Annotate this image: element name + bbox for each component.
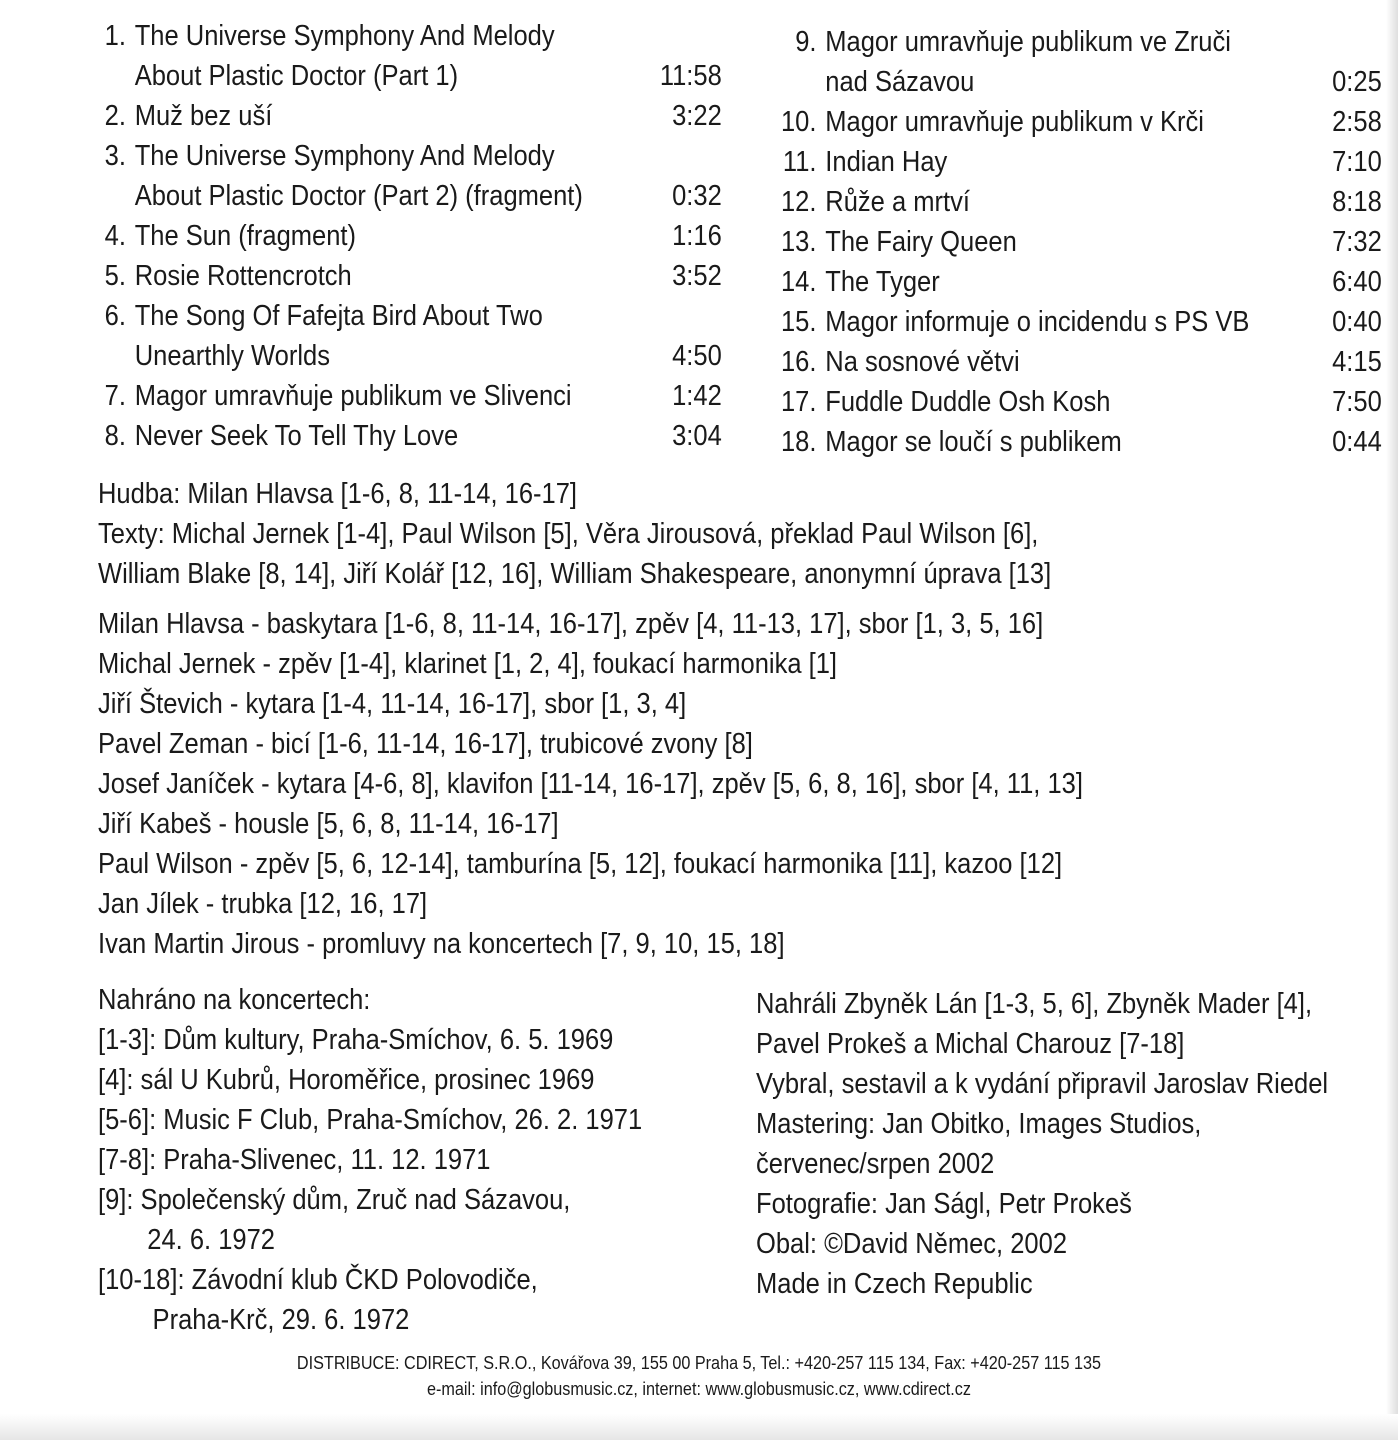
track-number: 12. <box>780 186 817 218</box>
track-title <box>96 216 722 256</box>
track-title-line: The Sun (fragment) <box>134 220 356 252</box>
tracklist-right <box>776 22 1382 462</box>
track-number: 13. <box>780 226 817 258</box>
musician-line: Ivan Martin Jirous - promluvy na koncertech [7, 9, 10, 15, 18] <box>98 928 785 960</box>
music-credit: Hudba: Milan Hlavsa [1-6, 8, 11-14, 16-17] <box>98 478 578 510</box>
track-number: 10. <box>780 106 817 138</box>
track-number: 9. <box>795 26 817 58</box>
track-item <box>96 16 722 96</box>
writing-credits <box>98 474 1051 594</box>
track-item <box>776 382 1382 422</box>
track-item <box>96 136 722 216</box>
track-item <box>776 22 1382 102</box>
track-title <box>776 382 1382 422</box>
track-title <box>96 96 722 136</box>
track-item <box>776 422 1382 462</box>
production-credits <box>756 984 1328 1304</box>
track-title <box>776 102 1382 142</box>
track-item <box>776 182 1382 222</box>
page-edge-shadow-bottom <box>0 1414 1398 1440</box>
tracklist-left <box>96 16 722 456</box>
production-line: Mastering: Jan Obitko, Images Studios, <box>756 1108 1202 1140</box>
track-title-line: Fuddle Duddle Osh Kosh <box>825 386 1111 418</box>
track-duration: 3:52 <box>672 260 722 292</box>
track-title-line: Magor umravňuje publikum ve Zruči <box>825 26 1231 58</box>
track-title-line: Na sosnové větvi <box>825 346 1020 378</box>
track-title-line: The Universe Symphony And Melody <box>134 140 555 172</box>
production-line: Fotografie: Jan Ságl, Petr Prokeš <box>756 1188 1132 1220</box>
track-item <box>96 416 722 456</box>
track-title <box>96 16 722 96</box>
track-number: 3. <box>104 140 126 172</box>
venue-line: Praha-Krč, 29. 6. 1972 <box>152 1304 410 1336</box>
track-item <box>96 376 722 416</box>
track-title <box>96 416 722 456</box>
track-title-line: Never Seek To Tell Thy Love <box>134 420 459 452</box>
track-title-line: The Fairy Queen <box>825 226 1017 258</box>
track-title-line: Muž bez uší <box>134 100 273 132</box>
musician-lineup <box>98 604 1083 964</box>
track-title-line: nad Sázavou <box>825 66 975 98</box>
track-title <box>776 142 1382 182</box>
track-duration: 11:58 <box>659 60 722 92</box>
track-duration: 8:18 <box>1332 186 1382 218</box>
track-item <box>776 342 1382 382</box>
track-title-line: The Tyger <box>825 266 940 298</box>
musician-line: Paul Wilson - zpěv [5, 6, 12-14], tamburína [5, 12], foukací harmonika [11], kazoo [12] <box>98 848 1063 880</box>
track-item <box>776 142 1382 182</box>
lyrics-credit-line: Texty: Michal Jernek [1-4], Paul Wilson [5], Věra Jirousová, překlad Paul Wilson [6], <box>98 518 1039 550</box>
track-duration: 7:10 <box>1332 146 1382 178</box>
track-duration: 1:42 <box>672 380 722 412</box>
musician-line: Jiří Števich - kytara [1-4, 11-14, 16-17], sbor [1, 3, 4] <box>98 688 687 720</box>
musician-line: Jiří Kabeš - housle [5, 6, 8, 11-14, 16-17] <box>98 808 559 840</box>
track-duration: 0:32 <box>672 180 722 212</box>
production-line: Nahráli Zbyněk Lán [1-3, 5, 6], Zbyněk Mader [4], <box>756 988 1313 1020</box>
track-title-line: Rosie Rottencrotch <box>134 260 352 292</box>
page-edge-shadow <box>1386 0 1398 1440</box>
contact-line: e-mail: info@globusmusic.cz, internet: www.globusmusic.cz, www.cdirect.cz <box>426 1379 972 1399</box>
track-item <box>776 222 1382 262</box>
track-title-line: The Song Of Fafejta Bird About Two <box>134 300 543 332</box>
track-duration: 7:50 <box>1332 386 1382 418</box>
track-duration: 7:32 <box>1332 226 1382 258</box>
distribution-line: DISTRIBUCE: CDIRECT, S.R.O., Kovářova 39, 155 00 Praha 5, Tel.: +420-257 115 134, Fax: +420-257 115 135 <box>296 1353 1102 1373</box>
track-title <box>96 256 722 296</box>
track-number: 11. <box>782 146 817 178</box>
venue-line: [9]: Společenský dům, Zruč nad Sázavou, <box>98 1184 571 1216</box>
venue-line: [4]: sál U Kubrů, Horoměřice, prosinec 1969 <box>98 1064 595 1096</box>
track-item <box>96 96 722 136</box>
track-duration: 3:04 <box>672 420 722 452</box>
musician-line: Josef Janíček - kytara [4-6, 8], klavifon [11-14, 16-17], zpěv [5, 6, 8, 16], sbor [4, 11, 13] <box>98 768 1083 800</box>
track-number: 1. <box>104 20 126 52</box>
track-title <box>96 136 722 216</box>
track-title-line: Magor umravňuje publikum v Krči <box>825 106 1204 138</box>
musician-line: Milan Hlavsa - baskytara [1-6, 8, 11-14, 16-17], zpěv [4, 11-13, 17], sbor [1, 3, 5, 16] <box>98 608 1044 640</box>
track-title-line: The Universe Symphony And Melody <box>134 20 555 52</box>
track-item <box>96 216 722 256</box>
track-item <box>776 102 1382 142</box>
track-title-line: About Plastic Doctor (Part 1) <box>134 60 459 92</box>
track-title-line: About Plastic Doctor (Part 2) (fragment) <box>134 180 583 212</box>
production-line: červenec/srpen 2002 <box>756 1148 995 1180</box>
track-number: 2. <box>104 100 126 132</box>
track-duration: 1:16 <box>672 220 722 252</box>
venues-heading: Nahráno na koncertech: <box>98 984 371 1016</box>
track-title <box>96 296 722 376</box>
track-title-line: Magor se loučí s publikem <box>825 426 1122 458</box>
recording-venues <box>98 980 642 1340</box>
track-item <box>96 296 722 376</box>
track-title <box>776 342 1382 382</box>
track-title-line: Magor umravňuje publikum ve Slivenci <box>134 380 572 412</box>
track-item <box>776 262 1382 302</box>
venue-line: [1-3]: Dům kultury, Praha-Smíchov, 6. 5. 1969 <box>98 1024 614 1056</box>
track-title <box>96 376 722 416</box>
track-number: 14. <box>780 266 817 298</box>
track-title-line: Unearthly Worlds <box>134 340 330 372</box>
venue-line: [7-8]: Praha-Slivenec, 11. 12. 1971 <box>98 1144 491 1176</box>
lyrics-credit-line: William Blake [8, 14], Jiří Kolář [12, 16], William Shakespeare, anonymní úprava [13] <box>98 558 1052 590</box>
track-duration: 2:58 <box>1332 106 1382 138</box>
track-duration: 0:44 <box>1332 426 1382 458</box>
track-duration: 4:15 <box>1332 346 1382 378</box>
track-title-line: Magor informuje o incidendu s PS VB <box>825 306 1250 338</box>
production-line: Made in Czech Republic <box>756 1268 1033 1300</box>
track-duration: 0:25 <box>1332 66 1382 98</box>
track-title-line: Růže a mrtví <box>825 186 970 218</box>
track-duration: 4:50 <box>672 340 722 372</box>
production-line: Pavel Prokeš a Michal Charouz [7-18] <box>756 1028 1185 1060</box>
track-number: 7. <box>104 380 126 412</box>
musician-line: Jan Jílek - trubka [12, 16, 17] <box>98 888 428 920</box>
track-number: 17. <box>780 386 817 418</box>
musician-line: Michal Jernek - zpěv [1-4], klarinet [1, 2, 4], foukací harmonika [1] <box>98 648 838 680</box>
track-item <box>96 256 722 296</box>
track-title <box>776 302 1382 342</box>
track-duration: 6:40 <box>1332 266 1382 298</box>
track-number: 4. <box>104 220 126 252</box>
track-title <box>776 262 1382 302</box>
production-line: Obal: ©David Němec, 2002 <box>756 1228 1068 1260</box>
track-number: 5. <box>104 260 126 292</box>
track-number: 8. <box>104 420 126 452</box>
track-title <box>776 422 1382 462</box>
track-title <box>776 182 1382 222</box>
venue-line: [10-18]: Závodní klub ČKD Polovodiče, <box>98 1264 538 1296</box>
production-line: Vybral, sestavil a k vydání připravil Jaroslav Riedel <box>756 1068 1329 1100</box>
musician-line: Pavel Zeman - bicí [1-6, 11-14, 16-17], trubicové zvony [8] <box>98 728 753 760</box>
distribution-footer <box>0 1350 1398 1402</box>
track-duration: 3:22 <box>672 100 722 132</box>
track-title <box>776 222 1382 262</box>
track-title <box>776 22 1382 102</box>
track-number: 16. <box>780 346 817 378</box>
track-number: 18. <box>780 426 817 458</box>
track-duration: 0:40 <box>1332 306 1382 338</box>
track-item <box>776 302 1382 342</box>
track-number: 15. <box>780 306 817 338</box>
track-number: 6. <box>104 300 126 332</box>
venue-line: 24. 6. 1972 <box>147 1224 276 1256</box>
venue-line: [5-6]: Music F Club, Praha-Smíchov, 26. 2. 1971 <box>98 1104 643 1136</box>
track-title-line: Indian Hay <box>825 146 948 178</box>
